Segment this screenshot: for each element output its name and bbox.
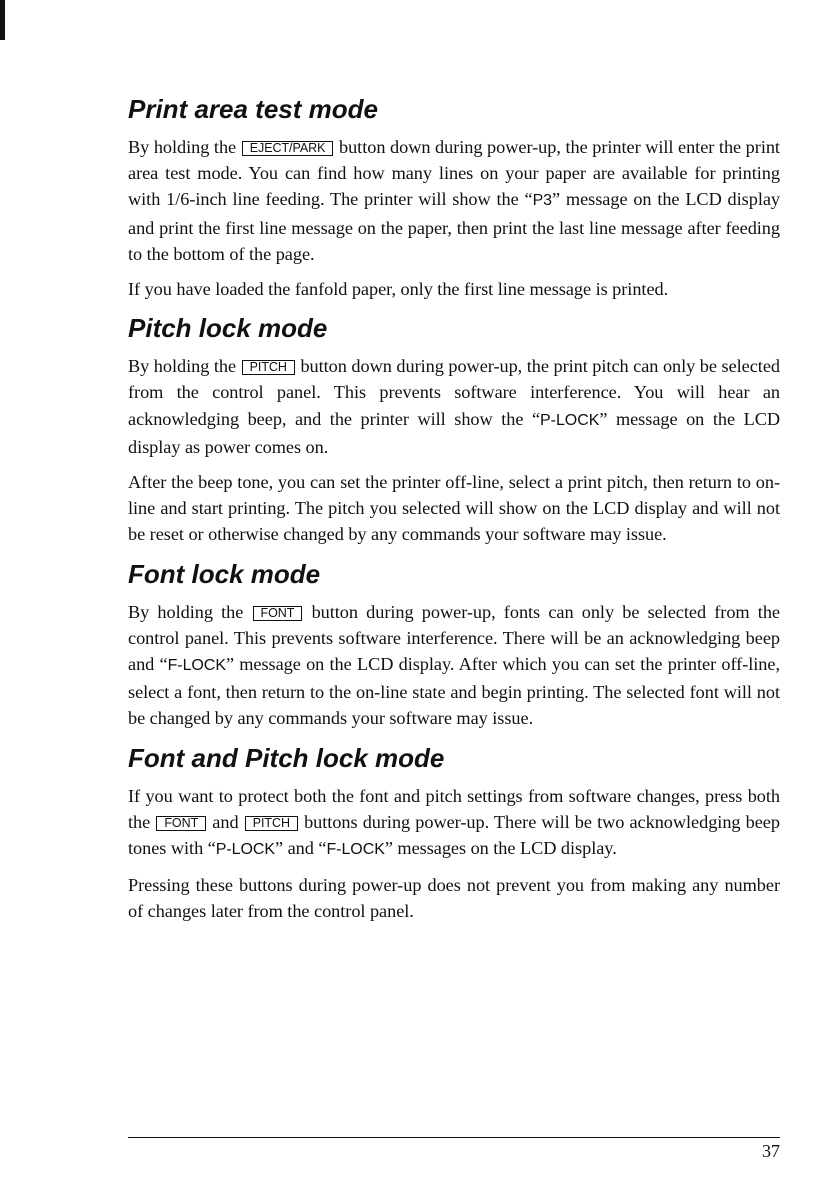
paragraph: After the beep tone, you can set the printer off-line, select a print pitch, then return to on-line and start printing. The pitch you selected will show on the LCD display and will not be reset or otherwise changed by any commands your software may issue. xyxy=(128,472,780,545)
pitch-key: PITCH xyxy=(242,360,295,375)
text: ” message on the LCD display as power comes on. xyxy=(128,408,780,457)
text: and xyxy=(212,811,239,832)
lcd-message: P-LOCK xyxy=(215,841,276,859)
text: By holding the xyxy=(128,601,244,622)
font-key: FONT xyxy=(156,816,206,831)
text: button down during power-up, the print pitch can only be selected from the control panel. This prevents software interference. You will hear an acknowledging beep, and the printer will show the “ xyxy=(128,356,780,429)
text: buttons during power-up. There will be two acknowledging beep tones with “ xyxy=(128,811,780,859)
lcd-message: F-LOCK xyxy=(167,657,226,675)
section-heading: Pitch lock mode xyxy=(128,313,328,344)
text: ” message on the LCD display and print the first line message on the paper, then print the last line message after feeding to the bottom of the page. xyxy=(128,189,780,264)
text: ” and “ xyxy=(275,838,327,859)
paragraph xyxy=(128,134,780,267)
footer-rule xyxy=(128,1137,780,1138)
lcd-message: P-LOCK xyxy=(540,411,600,429)
scan-edge-mark xyxy=(0,0,5,40)
section-pitch-lock-mode xyxy=(128,312,780,547)
section-heading: Font and Pitch lock mode xyxy=(128,742,445,773)
text: button during power-up, fonts can only be selected from the control panel. This prevents software interference. There will be an acknowledging beep and “ xyxy=(128,601,780,675)
manual-page xyxy=(128,93,780,935)
paragraph: If you have loaded the fanfold paper, only the first line message is printed. xyxy=(128,279,669,300)
section-font-and-pitch-lock-mode xyxy=(128,742,780,925)
text: By holding the xyxy=(128,137,237,157)
text: ” message on the LCD display. After which you can set the printer off-line, select a font, then return to the on-line state and begin printing. The selected font will not be changed by any commands your software may issue. xyxy=(128,654,780,729)
text: button down during power-up, the printer will enter the print area test mode. You can find how many lines on your paper are available for printing with 1/6-inch line feeding. The printer will show the “ xyxy=(128,137,780,210)
text: By holding the xyxy=(128,356,237,377)
lcd-message: F-LOCK xyxy=(326,841,385,859)
paragraph xyxy=(128,599,780,732)
pitch-key: PITCH xyxy=(245,816,298,831)
paragraph xyxy=(128,783,780,864)
lcd-message: P3 xyxy=(532,192,553,210)
page-number: 37 xyxy=(762,1141,780,1161)
paragraph xyxy=(128,353,780,460)
section-print-area-test-mode xyxy=(128,93,780,302)
section-heading: Font lock mode xyxy=(128,558,321,589)
paragraph: Pressing these buttons during power-up does not prevent you from making any number of changes later from the control panel. xyxy=(128,875,780,922)
eject-park-key: EJECT/PARK xyxy=(242,141,334,156)
text: If you want to protect both the font and pitch settings from software changes, press both the xyxy=(128,785,780,832)
text: ” messages on the LCD display. xyxy=(384,838,617,859)
section-font-lock-mode xyxy=(128,558,780,732)
font-key: FONT xyxy=(253,606,303,621)
section-heading: Print area test mode xyxy=(128,94,378,124)
